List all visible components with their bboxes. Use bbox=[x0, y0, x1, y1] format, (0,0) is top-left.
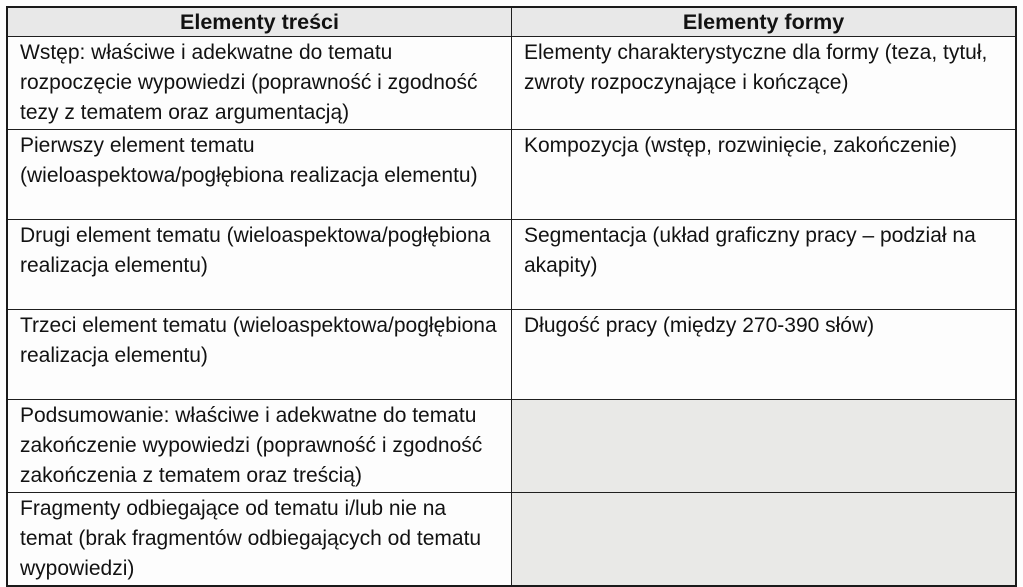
col-header-elementy-tresci: Elementy treści bbox=[7, 7, 512, 37]
header-row bbox=[7, 7, 1016, 37]
cell-tresc-podsumowanie: Podsumowanie: właściwe i adekwatne do tematu zakończenie wypowiedzi (poprawność i zgodność zakończenia z tematem oraz treścią) bbox=[7, 400, 512, 493]
cell-forma-segmentacja: Segmentacja (układ graficzny pracy – podział na akapity) bbox=[512, 220, 1017, 310]
col-header-elementy-formy: Elementy formy bbox=[512, 7, 1017, 37]
table-row bbox=[7, 310, 1016, 400]
cell-tresc-fragmenty: Fragmenty odbiegające od tematu i/lub nie na temat (brak fragmentów odbiegających od tematu wypowiedzi) bbox=[7, 493, 512, 587]
cell-forma-empty bbox=[512, 493, 1017, 587]
cell-tresc-pierwszy-element: Pierwszy element tematu (wieloaspektowa/pogłębiona realizacja elementu) bbox=[7, 130, 512, 220]
table-row bbox=[7, 493, 1016, 587]
cell-tresc-drugi-element: Drugi element tematu (wieloaspektowa/pogłębiona realizacja elementu) bbox=[7, 220, 512, 310]
cell-tresc-wstep: Wstęp: właściwe i adekwatne do tematu rozpoczęcie wypowiedzi (poprawność i zgodność tezy z tematem oraz argumentacją) bbox=[7, 37, 512, 130]
table-row bbox=[7, 37, 1016, 130]
table-row bbox=[7, 220, 1016, 310]
table-row bbox=[7, 400, 1016, 493]
table-row bbox=[7, 130, 1016, 220]
cell-tresc-trzeci-element: Trzeci element tematu (wieloaspektowa/pogłębiona realizacja elementu) bbox=[7, 310, 512, 400]
cell-forma-elementy-charakterystyczne: Elementy charakterystyczne dla formy (teza, tytuł, zwroty rozpoczynające i kończące) bbox=[512, 37, 1017, 130]
cell-forma-empty bbox=[512, 400, 1017, 493]
rubric-table bbox=[6, 6, 1017, 587]
cell-forma-dlugosc-pracy: Długość pracy (między 270-390 słów) bbox=[512, 310, 1017, 400]
cell-forma-kompozycja: Kompozycja (wstęp, rozwinięcie, zakończenie) bbox=[512, 130, 1017, 220]
